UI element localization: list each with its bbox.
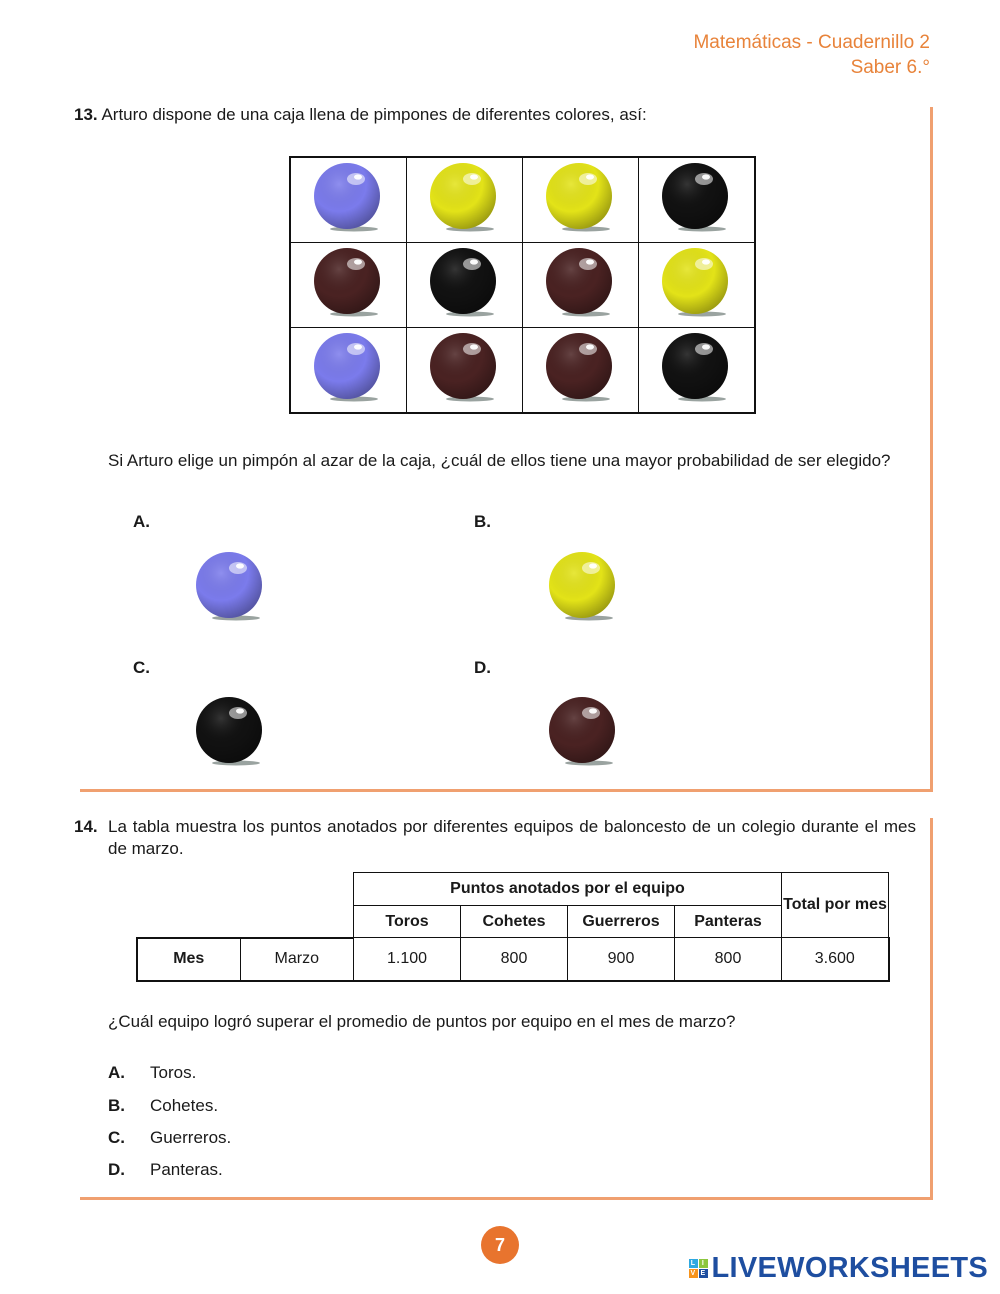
points-table <box>136 872 890 982</box>
ball-grid-cell <box>290 243 407 328</box>
option-c-ball[interactable] <box>194 695 268 774</box>
question-13-number: 13. <box>74 105 98 124</box>
header-subject: Matemáticas - Cuadernillo 2 <box>693 32 930 53</box>
yellow-ball-icon <box>547 550 621 624</box>
choice-b[interactable] <box>108 1096 218 1116</box>
choice-b-text: Cohetes. <box>150 1096 219 1115</box>
option-a-letter: A. <box>133 512 150 531</box>
ball-grid-cell <box>523 328 639 414</box>
ball-grid-cell <box>639 157 756 243</box>
choice-c-letter: C. <box>108 1128 125 1147</box>
value-cohetes: 800 <box>461 938 568 981</box>
yellow-ball-icon <box>428 161 502 235</box>
team-header-guerreros: Guerreros <box>568 906 675 938</box>
value-panteras: 800 <box>675 938 782 981</box>
question-13-prompt: Si Arturo elige un pimpón al azar de la caja, ¿cuál de ellos tiene una mayor probabilidad de ser elegido? <box>108 451 891 470</box>
question-13-statement <box>74 104 647 126</box>
choice-b-letter: B. <box>108 1096 125 1115</box>
choice-c-text: Guerreros. <box>150 1128 232 1147</box>
header-grade: Saber 6.° <box>850 57 930 78</box>
question-13-text: Arturo dispone de una caja llena de pimpones de diferentes colores, así: <box>101 105 647 124</box>
choice-c[interactable] <box>108 1128 231 1148</box>
question-14-text: La tabla muestra los puntos anotados por diferentes equipos de baloncesto de un colegio durante el mes de marzo. <box>108 817 916 858</box>
liveworksheets-brand-text: LIVEWORKSHEETS <box>711 1252 988 1284</box>
row-label-mes: Mes <box>137 938 240 981</box>
ball-grid-cell <box>639 243 756 328</box>
value-guerreros: 900 <box>568 938 675 981</box>
choice-d[interactable] <box>108 1160 223 1180</box>
ping-pong-ball-box <box>289 156 756 414</box>
brown-ball-icon <box>547 695 621 769</box>
option-b-ball[interactable] <box>547 550 621 629</box>
ball-grid-cell <box>523 157 639 243</box>
ball-grid-row <box>290 328 755 414</box>
team-header-panteras: Panteras <box>675 906 782 938</box>
yellow-ball-icon <box>660 246 734 320</box>
liveworksheets-logo <box>689 1252 989 1285</box>
value-total: 3.600 <box>782 938 889 981</box>
option-c-letter: C. <box>133 658 150 677</box>
black-ball-icon <box>428 246 502 320</box>
total-header: Total por mes <box>782 873 889 938</box>
yellow-ball-icon <box>544 161 618 235</box>
blue-ball-icon <box>194 550 268 624</box>
option-d-ball[interactable] <box>547 695 621 774</box>
value-toros: 1.100 <box>354 938 461 981</box>
page-header <box>693 30 930 80</box>
row-month: Marzo <box>240 938 354 981</box>
black-ball-icon <box>194 695 268 769</box>
choice-d-letter: D. <box>108 1160 125 1179</box>
black-ball-icon <box>660 161 734 235</box>
points-group-header: Puntos anotados por el equipo <box>354 873 782 906</box>
option-a-ball[interactable] <box>194 550 268 629</box>
choice-a[interactable] <box>108 1063 196 1083</box>
ball-grid-cell <box>407 328 523 414</box>
black-ball-icon <box>660 331 734 405</box>
brown-ball-icon <box>312 246 386 320</box>
question-14-statement <box>74 816 916 860</box>
option-b-letter: B. <box>474 512 491 531</box>
ball-grid-cell <box>639 328 756 414</box>
ball-grid-cell <box>407 157 523 243</box>
ball-grid-cell <box>407 243 523 328</box>
choice-d-text: Panteras. <box>150 1160 223 1179</box>
ball-grid-row <box>290 243 755 328</box>
brown-ball-icon <box>544 331 618 405</box>
brown-ball-icon <box>428 331 502 405</box>
liveworksheets-logo-icon: L I V E <box>689 1259 708 1278</box>
option-d-letter: D. <box>474 658 491 677</box>
team-header-cohetes: Cohetes <box>461 906 568 938</box>
question-14-prompt: ¿Cuál equipo logró superar el promedio de puntos por equipo en el mes de marzo? <box>108 1012 736 1031</box>
ball-grid-cell <box>290 328 407 414</box>
team-header-toros: Toros <box>354 906 461 938</box>
page-number: 7 <box>481 1226 519 1264</box>
brown-ball-icon <box>544 246 618 320</box>
choice-a-letter: A. <box>108 1063 125 1082</box>
ball-grid-cell <box>523 243 639 328</box>
blue-ball-icon <box>312 331 386 405</box>
ball-grid-row <box>290 157 755 243</box>
choice-a-text: Toros. <box>150 1063 197 1082</box>
ball-grid-cell <box>290 157 407 243</box>
question-14-number: 14. <box>74 817 98 836</box>
blue-ball-icon <box>312 161 386 235</box>
